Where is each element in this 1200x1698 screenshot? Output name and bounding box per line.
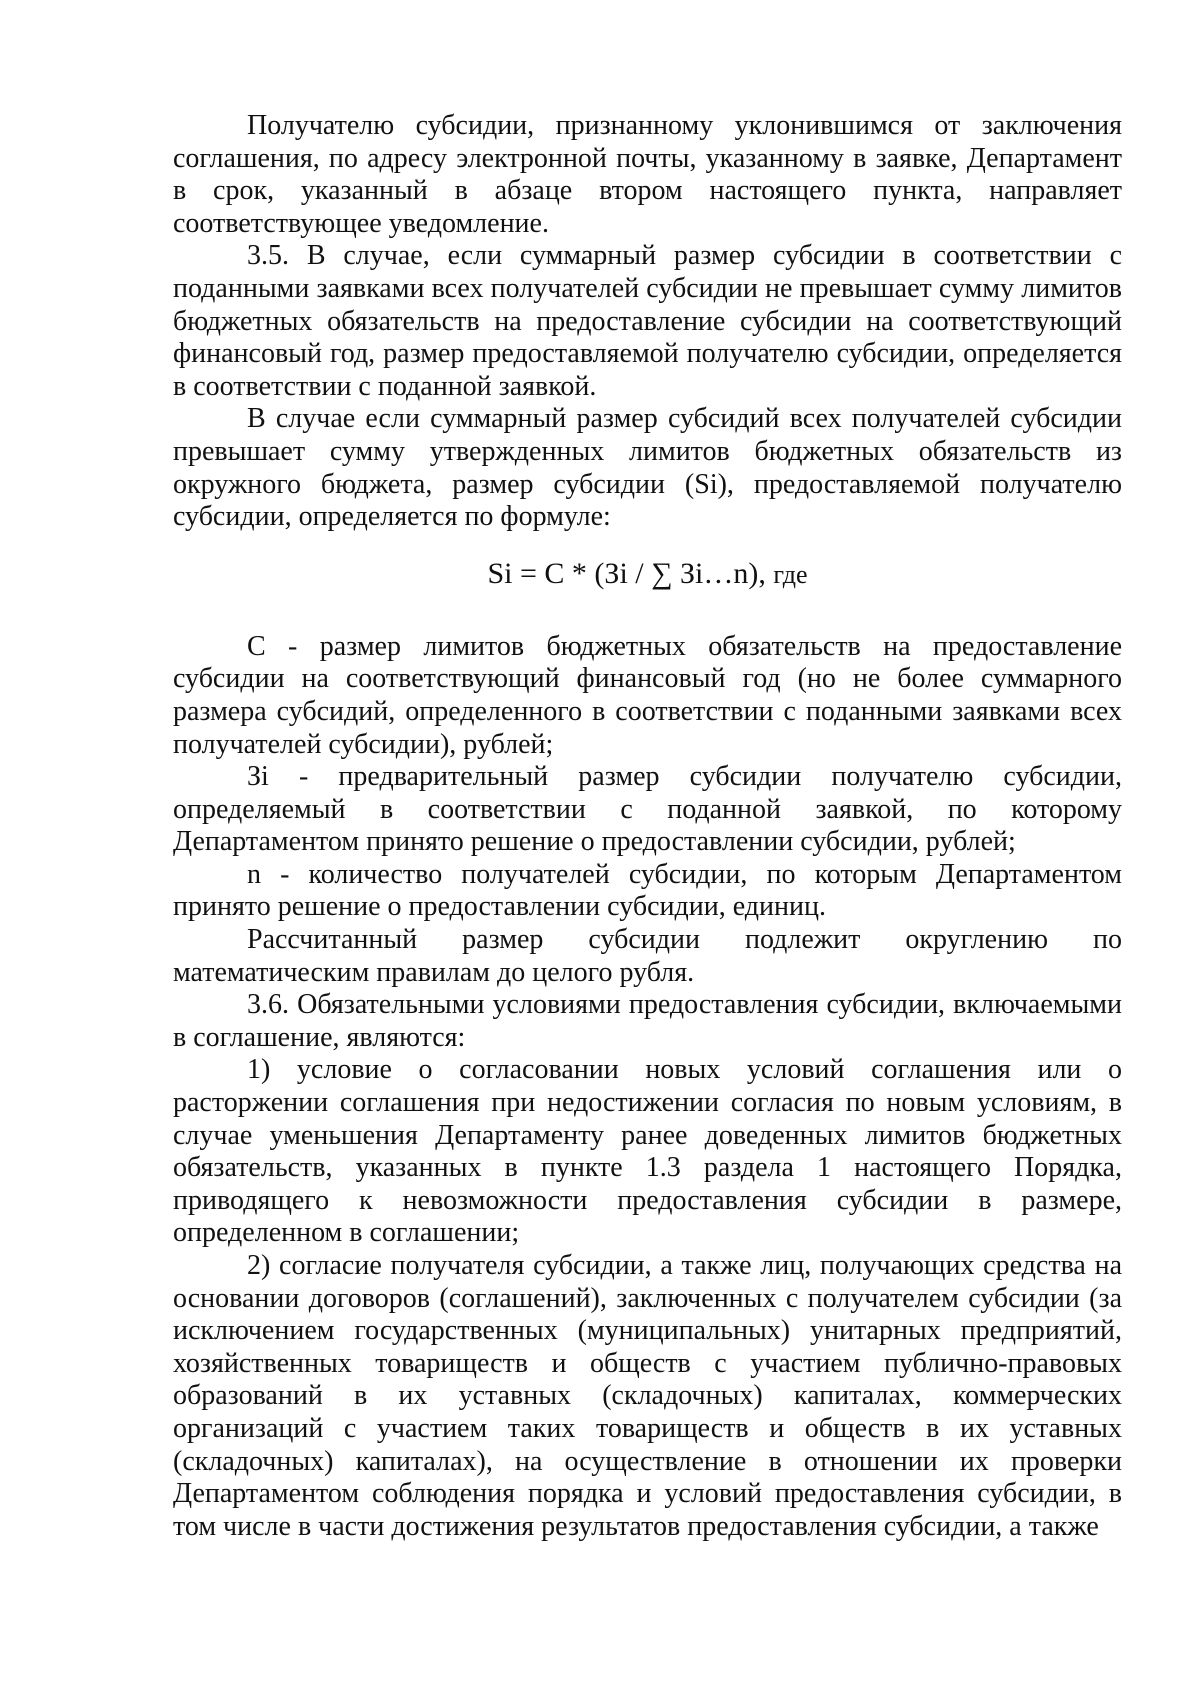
paragraph-rounding: Рассчитанный размер субсидии подлежит округлению по математическим правилам до целого рубля. <box>173 924 1122 988</box>
formula-expression: Si = C * (Зi / ∑ Зi…n), <box>487 556 766 590</box>
paragraph-subsidy-exceeds-limits: В случае если суммарный размер субсидий всех получателей субсидии превышает сумму утвержденных лимитов бюджетных обязательств из окружного бюджета, размер субсидии (Si), предоставляемой получателю субсидии, определяется по формуле: <box>173 403 1122 533</box>
paragraph-3-5: 3.5. В случае, если суммарный размер субсидии в соответствии с поданными заявками всех получателей субсидии не превышает сумму лимитов бюджетных обязательств на предоставление субсидии на соответствующий финансовый год, размер предоставляемой получателю субсидии, определяется в соответствии с поданной заявкой. <box>173 240 1122 402</box>
paragraph-condition-1: 1) условие о согласовании новых условий соглашения или о расторжении соглашения при недостижении согласия по новым условиям, в случае уменьшения Департаменту ранее доведенных лимитов бюджетных обязательств, указанных в пункте 1.3 раздела 1 настоящего Порядка, приводящего к невозможности предоставления субсидии в размере, определенном в соглашении; <box>173 1054 1122 1249</box>
paragraph-definition-n: n - количество получателей субсидии, по которым Департаментом принято решение о предоставлении субсидии, единиц. <box>173 858 1122 923</box>
paragraph-definition-c: C - размер лимитов бюджетных обязательств на предоставление субсидии на соответствующий финансовый год (но не более суммарного размера субсидий, определенного в соответствии с поданными заявками всех получателей субсидии), рублей; <box>173 630 1122 760</box>
paragraph-definition-zi: Зi - предварительный размер субсидии получателю субсидии, определяемый в соответствии с поданной заявкой, по которому Департаментом принято решение о предоставлении субсидии, рублей; <box>173 761 1122 858</box>
subsidy-formula <box>173 556 1122 593</box>
paragraph-recipient-notice: Получателю субсидии, признанному уклонившимся от заключения соглашения, по адресу электронной почты, указанному в заявке, Департамент в срок, указанный в абзаце втором настоящего пункта, направляет соответствующее уведомление. <box>173 110 1122 239</box>
paragraph-3-6: 3.6. Обязательными условиями предоставления субсидии, включаемыми в соглашение, являются: <box>173 989 1122 1053</box>
formula-where: где <box>773 559 808 589</box>
document-body <box>173 110 1122 1543</box>
paragraph-condition-2: 2) согласие получателя субсидии, а также лиц, получающих средства на основании договоров (соглашений), заключенных с получателем субсидии (за исключением государственных (муниципальных) унитарных предприятий, хозяйственных товариществ и обществ с участием публично-правовых образований в их уставных (складочных) капиталах, коммерческих организаций с участием таких товариществ и обществ в их уставных (складочных) капиталах), на осуществление в отношении их проверки Департаментом соблюдения порядка и условий предоставления субсидии, в том числе в части достижения результатов предоставления субсидии, а также <box>173 1250 1122 1542</box>
